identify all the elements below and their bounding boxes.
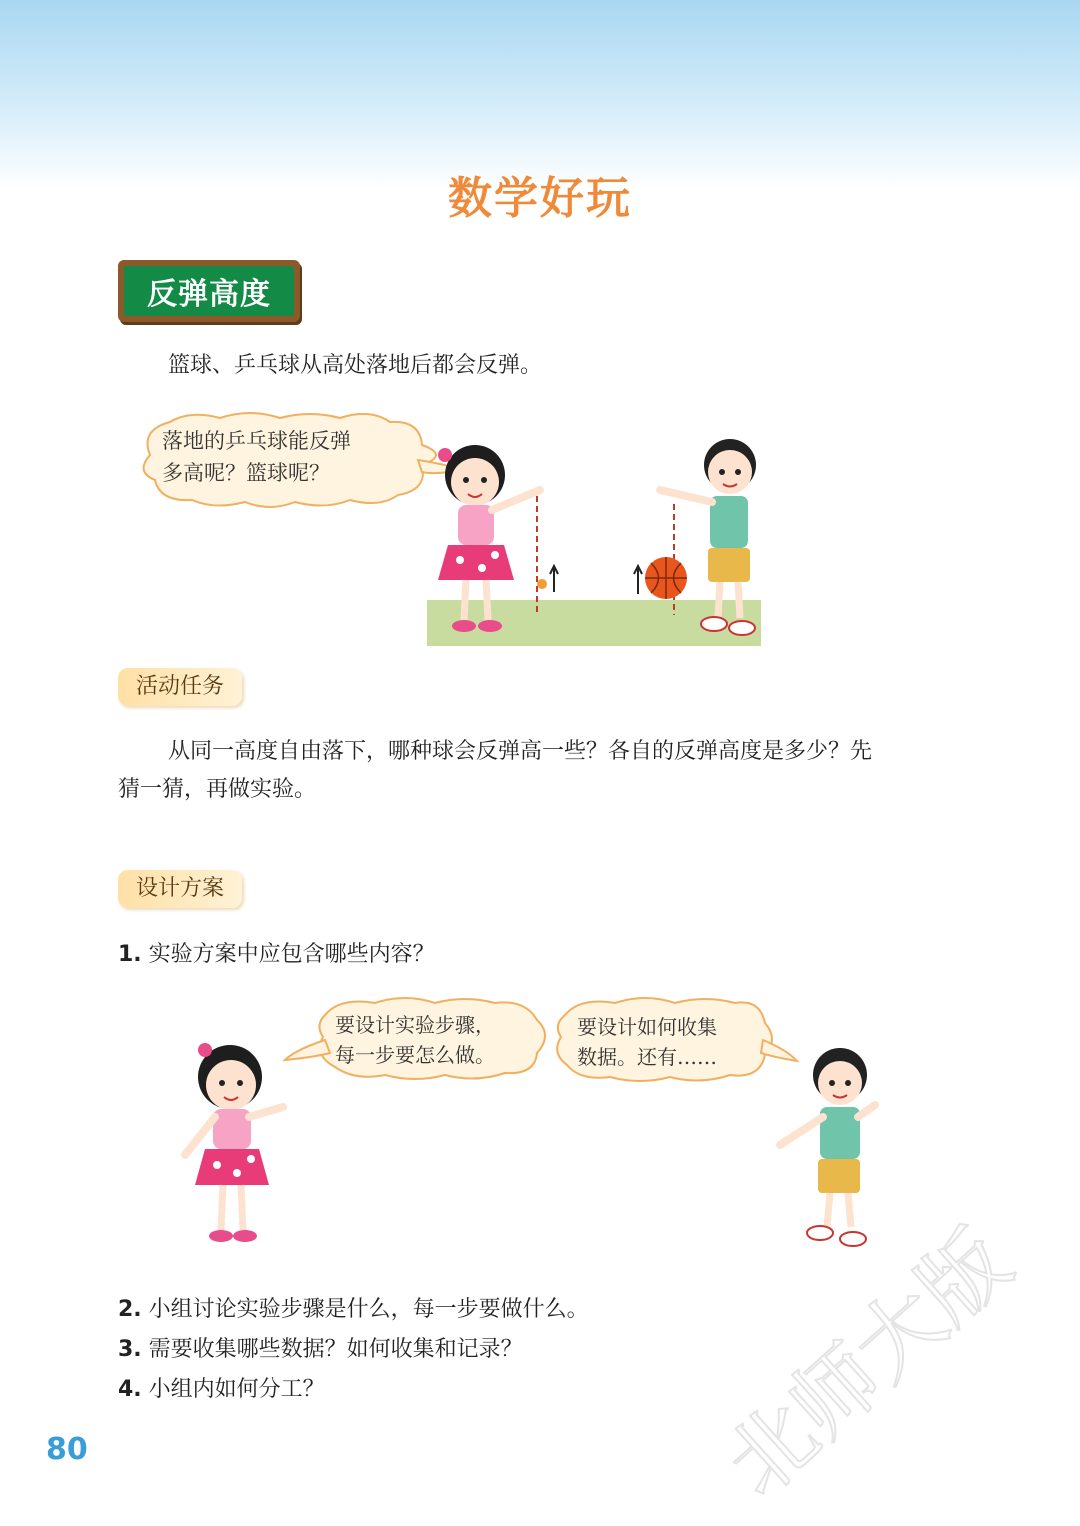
publisher-watermark: [707, 1200, 1070, 1520]
ping-pong-ball: [537, 579, 547, 589]
bubble-left-line-2: 每一步要怎么做。: [335, 1043, 495, 1067]
speech-cloud: [144, 413, 436, 507]
question-4: [118, 1372, 325, 1403]
question-text: 实验方案中应包含哪些内容？: [148, 942, 435, 967]
activity-text-line-1: 从同一高度自由落下，哪种球会反弹高一些？各自的反弹高度是多少？先: [168, 739, 873, 764]
section-title: 反弹高度: [124, 266, 294, 316]
bubble-right-line-2: 数据。还有……: [577, 1045, 717, 1069]
question-3: [118, 1332, 523, 1363]
page-title: 数学好玩: [448, 173, 632, 224]
bubble-right-line-1: 要设计如何收集: [577, 1015, 717, 1039]
question-text: 需要收集哪些数据？如何收集和记录？: [148, 1337, 523, 1362]
design-tag: 设计方案: [118, 870, 242, 908]
question-number: 3.: [118, 1337, 142, 1362]
bubble-left-line-1: 要设计实验步骤，: [335, 1013, 495, 1037]
speech-line-2: 多高呢？篮球呢？: [162, 461, 330, 485]
activity-text-line-2: 猜一猜，再做实验。: [118, 777, 317, 802]
question-text: 小组讨论实验步骤是什么，每一步要做什么。: [148, 1297, 589, 1322]
question-text: 小组内如何分工？: [148, 1377, 325, 1402]
question-1: [118, 937, 435, 968]
speech-line-1: 落地的乒乓球能反弹: [162, 429, 351, 453]
section-title-board: [118, 260, 300, 322]
page-number: 80: [46, 1432, 88, 1467]
intro-text: 篮球、乒乓球从高处落地后都会反弹。: [168, 353, 543, 378]
question-number: 1.: [118, 942, 142, 967]
svg-text:北师大版: 北师大版: [707, 1211, 1030, 1516]
activity-tag: 活动任务: [118, 668, 242, 706]
question-number: 2.: [118, 1297, 142, 1322]
question-number: 4.: [118, 1377, 142, 1402]
girl-figure-2: [185, 1043, 283, 1242]
bounce-illustration: [130, 410, 780, 655]
question-2: [118, 1292, 589, 1323]
